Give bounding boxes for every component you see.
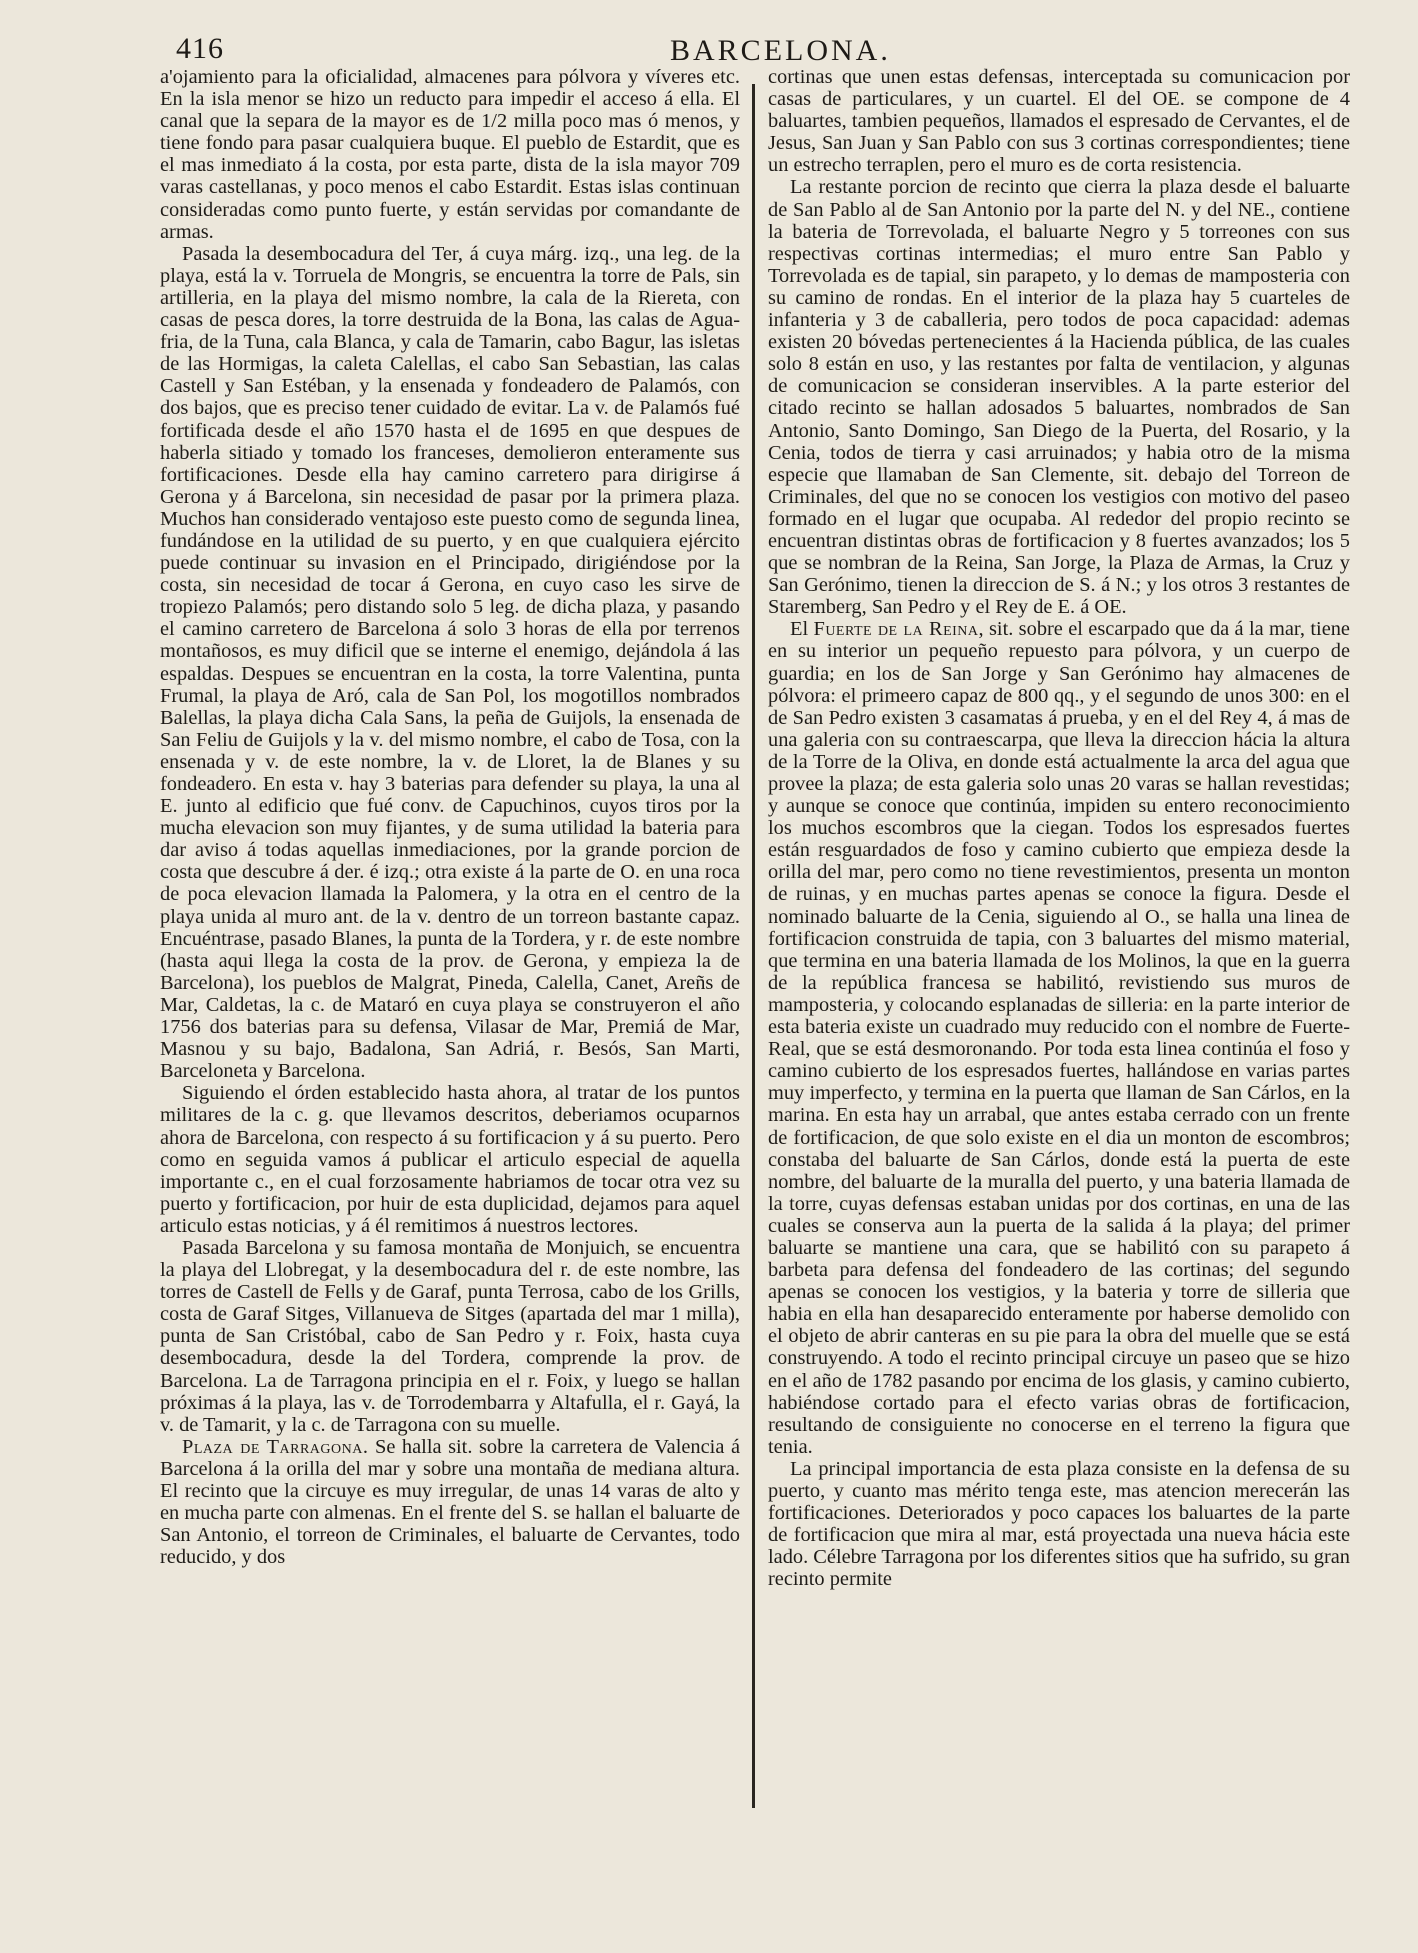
paragraph (160, 1436, 740, 1569)
paragraph: La restante porcion de recinto que cierra la plaza desde el baluarte de San Pablo al de San Antonio por la parte del N. y del NE., contiene la bateria de Torrevolada, el baluarte Negro y 5 torreones con sus respectivas cortinas intermedias; el muro entre San Pablo y Torrevolada es de tapial, sin parapeto, y lo demas de mamposteria con su camino de rondas. En el interior de la plaza hay 5 cuarteles de infanteria y 3 de caballeria, pero todos de poca capacidad: ademas existen 20 bóvedas pertenecientes á la Hacienda pública, de las cuales solo 8 están en uso, y las restantes por falta de ventilacion, y algunas de comunicacion se consideran inservibles. A la parte esterior del citado recinto se hallan adosados 5 baluartes, nombrados de San Antonio, Santo Domingo, San Diego de la Puerta, del Rosario, y la Cenia, todos de tierra y casi arruinados; y habia otro de la misma especie que llamaban de San Clemente, sit. debajo del Torreon de Criminales, del que no se conocen los vestigios con motivo del paseo formado en el lugar que ocupaba. Al rededor del propio recinto se encuentran distintas obras de fortificacion y 8 fuertes avanzados; los 5 que se nombran de la Reina, San Jorge, la Plaza de Armas, la Cruz y San Gerónimo, tienen la direccion de S. á N.; y los otros 3 restantes de Staremberg, San Pedro y el Rey de E. á OE. (768, 176, 1350, 619)
paragraph: La principal importancia de esta plaza consiste en la defensa de su puerto, y cuanto mas mérito tenga este, mas atencion merecerán las fortificaciones. Deteriorados y poco capaces los baluartes de la parte de fortificacion que mira al mar, está proyectada una nueva hácia este lado. Célebre Tarragona por los diferentes sitios que ha sufrido, su gran recinto permite (768, 1457, 1350, 1591)
left-column (160, 66, 740, 1568)
section-heading: Fuerte de la Reina (813, 618, 979, 641)
column-divider (752, 84, 755, 1808)
paragraph: Pasada la desembocadura del Ter, á cuya márg. izq., una leg. de la playa, está la v. Torruela de Mongris, se encuentra la torre de Pals, sin artilleria, en la playa del mismo nombre, la cala de la Riereta, con casas de pesca dores, la torre destruida de la Bona, las calas de Agua-fria, de la Tuna, cala Blanca, y cala de Tamarin, cabo Bagur, las isletas de las Hormigas, la caleta Calellas, el cabo San Sebastian, las calas Castell y San Estéban, y la ensenada y fondeadero de Palamós, con dos bajos, que es preciso tener cuidado de evitar. La v. de Palamós fué fortificada desde el año 1570 hasta el de 1695 en que despues de haberla sitiado y tomado los franceses, demolieron enteramente sus fortificaciones. Desde ella hay camino carretero para dirigirse á Gerona y á Barcelona, sin necesidad de pasar por la primera plaza. Muchos han considerado ventajoso este puesto como de segunda linea, fundándose en la utilidad de su puerto, y en que cualquiera ejército puede continuar su invasion en el Principado, dirigiéndose por la costa, sin necesidad de tocar á Gerona, en cuyo caso les sirve de tropiezo Palamós; pero distando solo 5 leg. de dicha plaza, y pasando el camino carretero de Barcelona á solo 3 horas de ella por terrenos montañosos, es muy dificil que se interne el enemigo, dejándola á las espaldas. Despues se encuentran en la costa, la torre Valentina, punta Frumal, la playa de Aró, cala de San Pol, los mogotillos nombrados Balellas, la playa dicha Cala Sans, la peña de Guijols, la ensenada de San Feliu de Guijols y la v. del mismo nombre, el cabo de Tosa, con la ensenada y v. de este nombre, la v. de Lloret, la de Blanes y su fondeadero. En esta v. hay 3 baterias para defender su playa, la una al E. junto al edificio que fué conv. de Capuchinos, cuyos tiros por la mucha elevacion son muy fijantes, y de suma utilidad la bateria para dar aviso á todas aquellas inmediaciones, por la grande porcion de costa que descubre á der. é izq.; otra existe á la parte de O. en una roca de poca elevacion llamada la Palomera, y la otra en el centro de la playa unida al muro ant. de la v. dentro de un torreon bastante capaz. Encuéntrase, pasado Blanes, la punta de la Tordera, y r. de este nombre (hasta aqui llega la costa de la prov. de Gerona, y empieza la de Barcelona), los pueblos de Malgrat, Pineda, Calella, Canet, Areñs de Mar, Caldetas, la c. de Mataró en cuya playa se construyeron el año 1756 dos baterias para su defensa, Vilasar de Mar, Premiá de Mar, Masnou y su bajo, Badalona, San Adriá, r. Besós, San Marti, Barceloneta y Barcelona. (160, 242, 740, 1083)
section-heading: Plaza de Tarragona. (182, 1435, 369, 1458)
paragraph-text: Se halla sit. sobre la carretera de Valencia á Barcelona á la orilla del mar y sobre una montaña de mediana altura. El recinto que la circuye es muy irregular, de unas 14 varas de alto y en mucha parte con almenas. En el frente del S. se hallan el baluarte de San Antonio, el torreon de Criminales, el baluarte de Cervantes, todo reducido, y dos (160, 1435, 740, 1569)
paragraph: Siguiendo el órden establecido hasta ahora, al tratar de los puntos militares de la c. g. que llevamos descritos, deberiamos ocuparnos ahora de Barcelona, con respecto á su fortificacion y á su puerto. Pero como en seguida vamos á publicar el articulo especial de aquella importante c., en el cual forzosamente habriamos de tocar otra vez su puerto y fortificacion, por huir de esta duplicidad, dejamos para aquel articulo estas noticias, y á él remitimos á nuestros lectores. (160, 1082, 740, 1237)
paragraph: Pasada Barcelona y su famosa montaña de Monjuich, se encuentra la playa del Llobregat, y la desembocadura del r. de este nombre, las torres de Castell de Fells y de Garaf, punta Terrosa, cabo de los Grills, costa de Garaf Sitges, Villanueva de Sitges (apartada del mar 1 milla), punta de San Cristóbal, cabo de San Pedro y r. Foix, hasta cuya desembocadura, desde la del Tordera, comprende la prov. de Barcelona. La de Tarragona principia en el r. Foix, y luego se hallan próximas á la playa, las v. de Torrodembarra y Altafulla, el r. Gayá, la v. de Tamarit, y la c. de Tarragona con su muelle. (160, 1236, 740, 1436)
page-number: 416 (176, 32, 224, 65)
right-column (768, 66, 1350, 1590)
paragraph: cortinas que unen estas defensas, interceptada su comunicacion por casas de particulares, y un cuartel. El del OE. se compone de 4 baluartes, tambien pequeños, llamados el espresado de Cervantes, el de Jesus, San Juan y San Pablo con sus 3 cortinas correspondientes; tiene un estrecho terraplen, pero el muro es de corta resistencia. (768, 66, 1350, 177)
paragraph-text: , sit. sobre el escarpado que da á la mar, tiene en su interior un pequeño repuesto para pólvora, y un cuerpo de guardia; en los de San Jorge y San Gerónimo hay almacenes de pólvora: el primeero capaz de 800 qq., y el segundo de unos 300: en el de San Pedro existen 3 casamatas á prueba, y en el del Rey 4, á mas de una galeria con su contraescarpa, que lleva la direccion hácia la altura de la Torre de la Oliva, en donde está actualmente la arca del agua que provee la plaza; de esta galeria solo unas 20 varas se hallan revestidas; y aunque se conoce que continúa, impiden su entero reconocimiento los muchos escombros que la ciegan. Todos los espresados fuertes están resguardados de foso y camino cubierto que empieza desde la orilla del mar, pero como no tiene revestimientos, presenta un monton de ruinas, y en muchas partes apenas se conoce la figura. Desde el nominado baluarte de la Cenia, siguiendo al O., se halla una linea de fortificacion construida de tapia, con 3 baluartes del mismo material, que termina en una bateria llamada de los Molinos, la que en la guerra de la república francesa se habilitó, revistiendo sus muros de mamposteria, y colocando esplanadas de silleria: en la parte interior de esta bateria existe un cuadrado muy reducido con el nombre de Fuerte-Real, que se está desmoronando. Por toda esta linea continúa el foso y camino cubierto de los espresados fuertes, hallándose en varias partes muy imperfecto, y termina en la puerta que llaman de San Cárlos, en la marina. En esta hay un arrabal, que antes estaba cerrado con un frente de fortificacion, de que solo existe en el dia un monton de escombros; constaba del baluarte de San Cárlos, donde está la puerta de este nombre, del baluarte de la muralla del puerto, y una bateria llamada de la torre, cuyas defensas estaban unidas por dos cortinas, en una de las cuales se conserva aun la puerta de la salida á la playa; del primer baluarte se mantiene una cara, que se habilitó con su parapeto á barbeta para defensa del fondeadero de las cortinas; del segundo apenas se conocen los vestigios, y la bateria y torre de silleria que habia en ella han desaparecido enteramente por haberse demolido con el objeto de abrir canteras en su pie para la obra del muelle que se está construyendo. A todo el recinto principal circuye un paseo que se hizo en el año de 1782 pasando por encima de los glasis, y camino cubierto, habiéndose cortado para el efecto varias obras de fortificacion, resultando de consiguiente no conocerse en el terreno la figura que tenia. (768, 618, 1350, 1458)
paragraph: a'ojamiento para la oficialidad, almacenes para pólvora y víveres etc. En la isla menor se hizo un reducto para impedir el acceso á ella. El canal que la separa de la mayor es de 1/2 milla poco mas ó menos, y tiene fondo para pasar cualquiera buque. El pueblo de Estardit, que es el mas inmediato á la costa, por esta parte, dista de la isla mayor 709 varas castellanas, y poco menos el cabo Estardit. Estas islas continuan consideradas como punto fuerte, y están servidas por comandante de armas. (160, 66, 740, 243)
running-title: BARCELONA. (670, 34, 891, 67)
paragraph: El Fuerte de la Reina, sit. sobre el escarpado que da á la mar, tiene en su interior un pequeño repuesto para pólvora, y un cuerpo de guardia; en los de San Jorge y San Gerónimo hay almacenes de pólvora: el primeero capaz de 800 qq., y el segundo de unos 300: en el de San Pedro existen 3 casamatas á prueba, y en el del Rey 4, á mas de una galeria con su contraescarpa, que lleva la direccion hácia la altura de la Torre de la Oliva, en donde está actualmente la arca del agua que provee la plaza; de esta galeria solo unas 20 varas se hallan revestidas; y aunque se conoce que continúa, impiden su entero reconocimiento los muchos escombros que la ciegan. Todos los espresados fuertes están resguardados de foso y camino cubierto que empieza desde la orilla del mar, pero como no tiene revestimientos, presenta un monton de ruinas, y en muchas partes apenas se conoce la figura. Desde el nominado baluarte de la Cenia, siguiendo al O., se halla una linea de fortificacion construida de tapia, con 3 baluartes del mismo material, que termina en una bateria llamada de los Molinos, la que en la guerra de la república francesa se habilitó, revistiendo sus muros de mamposteria, y colocando esplanadas de silleria: en la parte interior de esta bateria existe un cuadrado muy reducido con el nombre de Fuerte-Real, que se está desmoronando. Por toda esta linea continúa el foso y camino cubierto de los espresados fuertes, hallándose en varias partes muy imperfecto, y termina en la puerta que llaman de San Cárlos, en la marina. En esta hay un arrabal, que antes estaba cerrado con un frente de fortificacion, de que solo existe en el dia un monton de escombros; constaba del baluarte de San Cárlos, donde está la puerta de este nombre, del baluarte de la muralla del puerto, y una bateria llamada de la torre, cuyas defensas estaban unidas por dos cortinas, en una de las cuales se conserva aun la puerta de la salida á la playa; del primer baluarte se mantiene una cara, que se habilitó con su parapeto á barbeta para defensa del fondeadero de las cortinas; del segundo apenas se conocen los vestigios, y la bateria y torre de silleria que habia en ella han desaparecido enteramente por haberse demolido con el objeto de abrir canteras en su pie para la obra del muelle que se está construyendo. A todo el recinto principal circuye un paseo que se hizo en el año de 1782 pasando por encima de los glasis, y camino cubierto, habiéndose cortado para el efecto varias obras de fortificacion, resultando de consiguiente no conocerse en el terreno la figura que tenia. (768, 618, 1350, 1458)
